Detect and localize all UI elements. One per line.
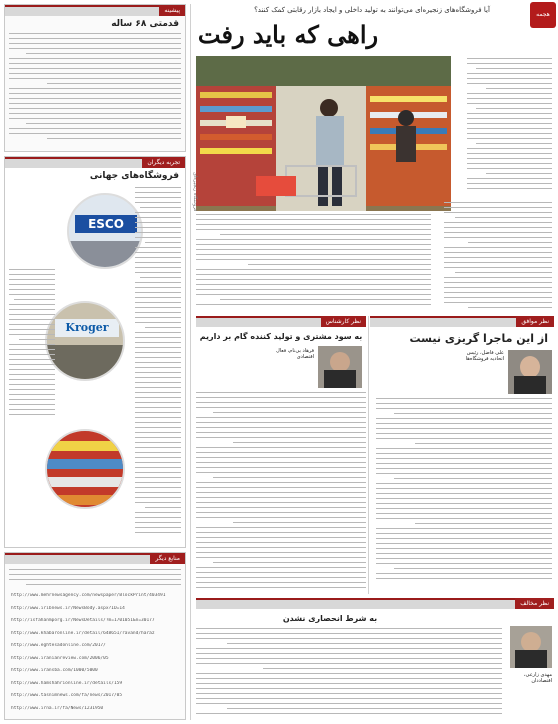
source-link[interactable]: http://www.khabaronline.ir/detail/648651/ravand/haraz xyxy=(11,630,155,636)
kroger-sign: Kroger xyxy=(55,319,119,337)
sources-list xyxy=(11,593,179,718)
column-divider xyxy=(368,316,369,594)
history-title: قدمتی ۶۸ ساله xyxy=(111,19,179,29)
opinion3-title: به شرط انحصاری نشدن xyxy=(282,614,378,623)
source-link[interactable]: http://www.tasnimnews.com/fa/news/2017/05 xyxy=(11,693,123,698)
history-text xyxy=(9,33,181,148)
history-label: پیشینه xyxy=(159,5,185,16)
kroger-photo xyxy=(45,301,125,381)
source-link[interactable]: http://www.iribnews.ir/NewsBody.aspx?ID=14 xyxy=(11,605,125,611)
sources-intro xyxy=(9,569,181,591)
article-text-center xyxy=(196,214,431,310)
opinion1-title: از این ماجرا گریزی نیست xyxy=(409,332,548,345)
tesco-sign: ESCO xyxy=(75,215,137,233)
source-link[interactable]: http://www.iranianreview.com/2006/05 xyxy=(11,655,109,661)
author3-photo xyxy=(510,626,552,668)
tesco-photo xyxy=(67,193,143,269)
opinion3-header: نظر مخالف xyxy=(196,598,554,609)
photo-caption: فروشگاه زنجیره‌ای xyxy=(192,171,198,211)
sources-box xyxy=(4,552,186,720)
global-title: فروشگاه‌های جهانی xyxy=(89,171,179,181)
source-link[interactable]: http://www.eghtesadonline.com/2017/ xyxy=(11,643,106,648)
global-text-left xyxy=(9,269,55,419)
author2-name: فرهاد بی‌نام، فعال اقتصادی xyxy=(276,348,314,360)
source-link[interactable]: http://www.hamshahrionline.ir/details/159 xyxy=(11,680,123,686)
opinion2-title: به سود مشتری و تولید کننده گام بر داریم xyxy=(199,332,363,341)
author2-photo xyxy=(318,346,362,388)
author3-name: مهدی زارعی، اقتصاددان xyxy=(523,672,552,684)
headline: راهی که باید رفت xyxy=(197,20,379,49)
sources-label: منابع دیگر xyxy=(150,553,185,564)
corner-badge: هجمه xyxy=(530,2,556,28)
kicker: آیا فروشگاه‌های زنجیره‌ای می‌توانند به تولید داخلی و ایجاد بازار رقابتی کمک کنند؟ xyxy=(254,6,490,14)
source-link[interactable]: http://www.iransba.com/1000/5000 xyxy=(11,668,98,673)
opinion3-text xyxy=(196,628,502,720)
author1-name: علی فاضل، رئیس اتحادیه فروشگاه‌ها xyxy=(465,350,504,362)
store-aisle-photo xyxy=(45,429,125,509)
opinion2-text xyxy=(196,392,366,592)
column-divider xyxy=(190,4,191,720)
source-link[interactable]: http://www.irna.ir/fa/News/1231950 xyxy=(11,705,104,711)
global-text-right xyxy=(135,187,181,542)
others-label: تجربه دیگران xyxy=(142,157,185,168)
global-stores-box xyxy=(4,156,186,548)
opinion2-header: نظر کارشناس xyxy=(196,316,366,327)
source-link[interactable]: http://www.mehrnewsagency.com/newspaper/BlockPrint/403491 xyxy=(11,593,166,598)
opinion1-text xyxy=(376,398,552,586)
opinion1-header: نظر موافق xyxy=(370,316,554,327)
author1-photo xyxy=(508,350,552,394)
history-box xyxy=(4,4,186,152)
intro-text-right xyxy=(467,58,552,198)
supermarket-photo xyxy=(196,56,451,211)
article-text-right xyxy=(444,202,552,310)
source-link[interactable]: http://isfahanmporg.ir/NewsDetails/?m=1701051&n=30177 xyxy=(11,618,155,623)
